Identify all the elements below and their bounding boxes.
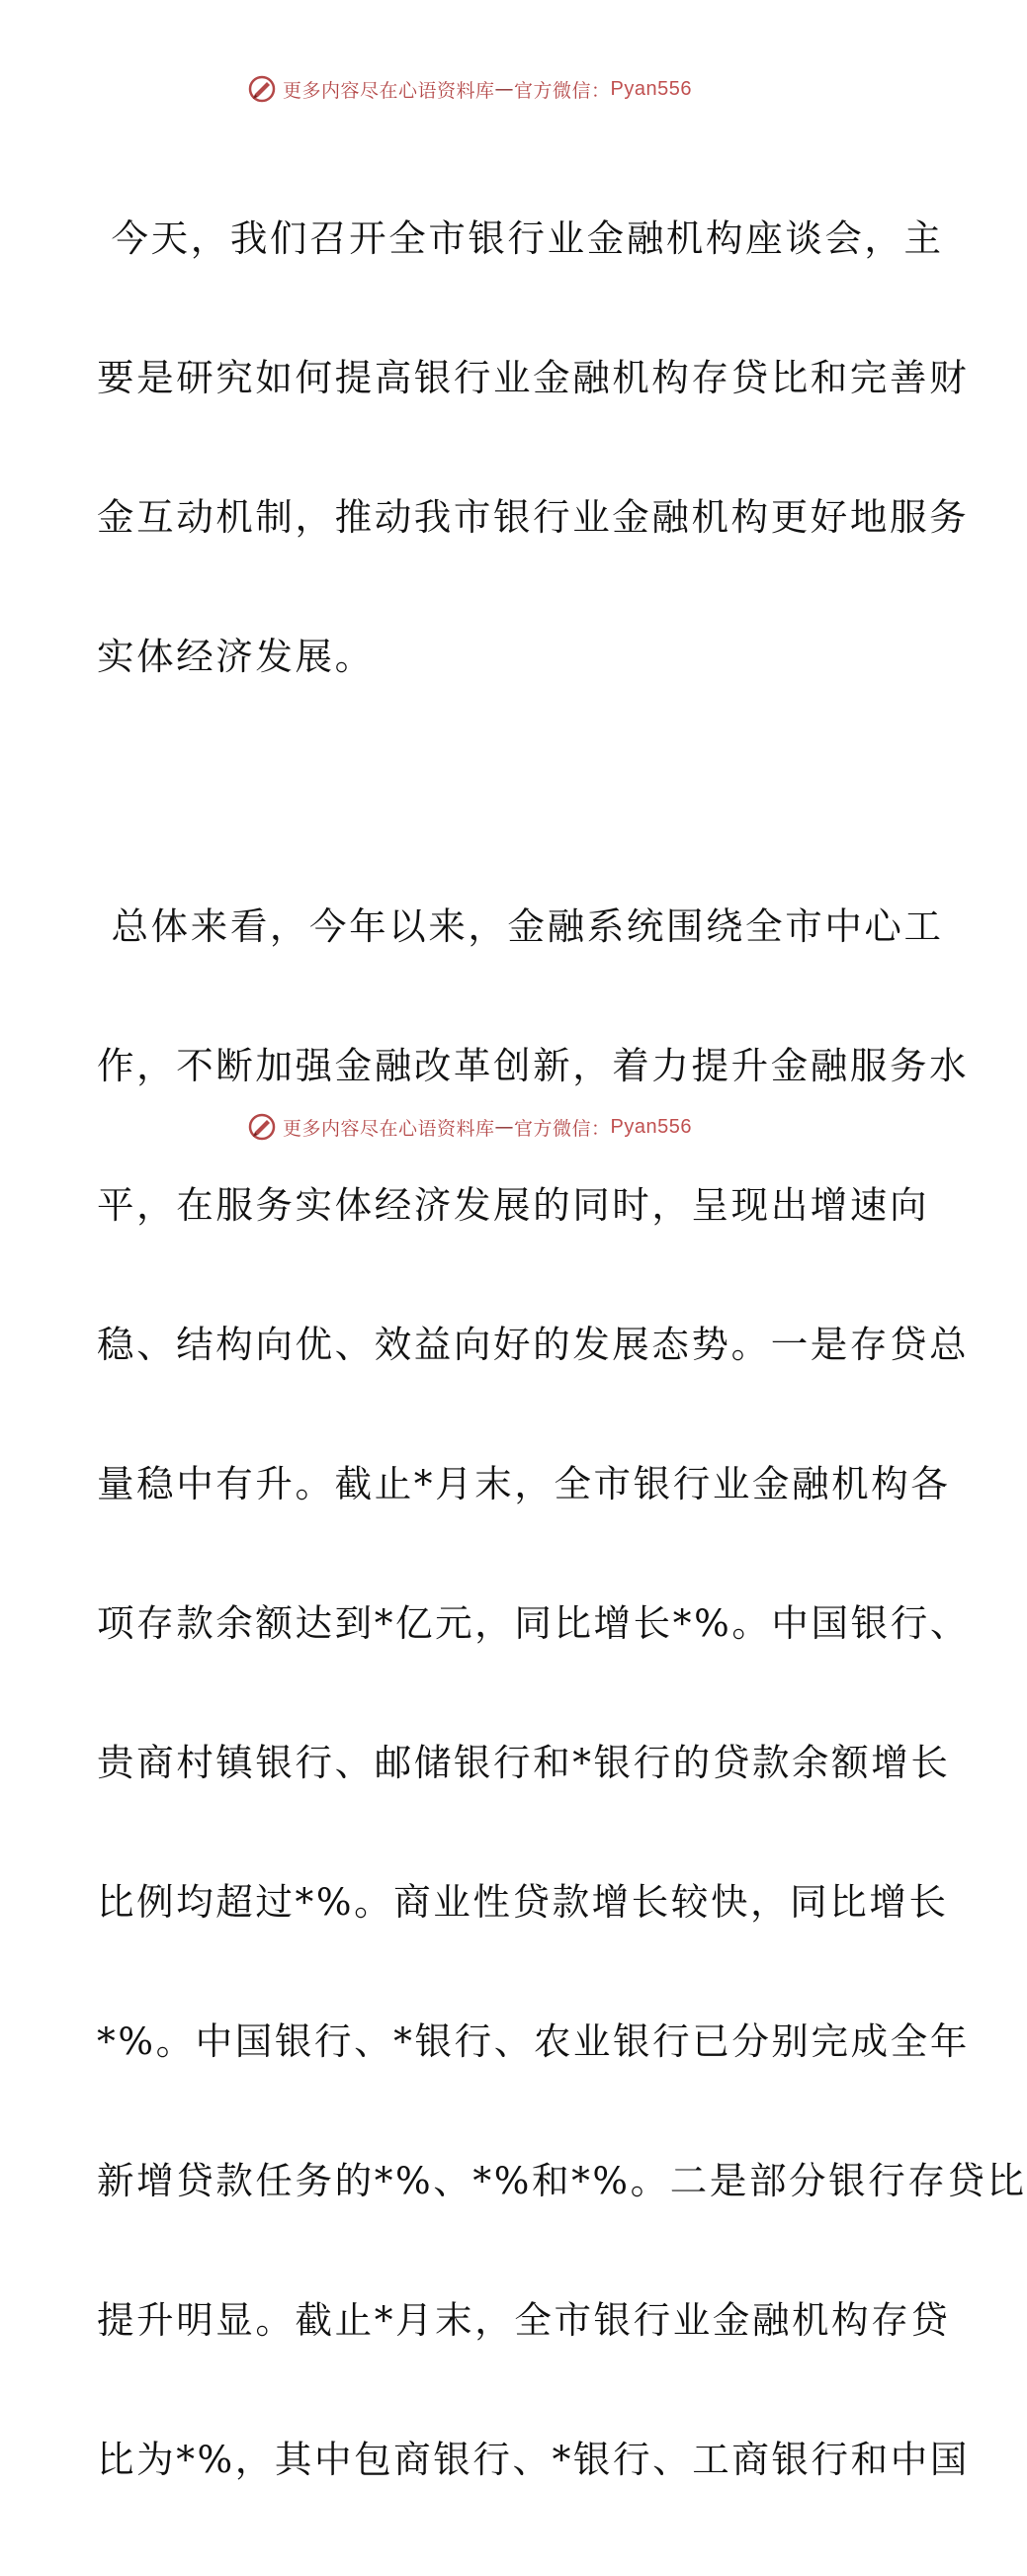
paragraph-2 bbox=[97, 811, 1027, 2576]
watermark-separator: — bbox=[494, 1116, 515, 1138]
text-line: 比为*%，其中包商银行、*银行、工商银行和中国 bbox=[97, 2438, 970, 2481]
watermark-label: 官方微信： bbox=[514, 79, 611, 102]
text-line: 量稳中有升。截止*月末，全市银行业金融机构各 bbox=[97, 1462, 951, 1505]
text-line: 作，不断加强金融改革创新，着力提升金融服务水 bbox=[97, 1044, 970, 1087]
text-line: 金互动机制，推动我市银行业金融机构更好地服务 bbox=[97, 495, 970, 539]
text-line: 平，在服务实体经济发展的同时，呈现出增速向 bbox=[97, 1183, 930, 1227]
text-line: *%。中国银行、*银行、农业银行已分别完成全年 bbox=[97, 2019, 970, 2063]
text-line: 实体经济发展。 bbox=[97, 635, 375, 678]
text-line: 新增贷款任务的*%、*%和*%。二是部分银行存贷比 bbox=[97, 2159, 1027, 2202]
watermark-separator: — bbox=[494, 78, 515, 100]
text-line: 今天，我们召开全市银行业金融机构座谈会，主 bbox=[97, 216, 944, 260]
text-line: 比例均超过*%。商业性贷款增长较快，同比增长 bbox=[97, 1880, 949, 1924]
watermark-label: 官方微信： bbox=[514, 1117, 611, 1140]
watermark-text: 更多内容尽在心语资料库 bbox=[283, 1117, 495, 1140]
header-watermark bbox=[0, 69, 939, 109]
pen-logo-icon bbox=[247, 74, 277, 104]
text-line: 项存款余额达到*亿元，同比增长*%。中国银行、 bbox=[97, 1601, 970, 1645]
document-body bbox=[97, 123, 1027, 2576]
footer-watermark bbox=[0, 1107, 939, 1147]
watermark-wechat-id: Pyan556 bbox=[610, 1115, 692, 1138]
watermark-wechat-id: Pyan556 bbox=[610, 77, 692, 100]
pen-logo-icon bbox=[247, 1112, 277, 1142]
text-line: 稳、结构向优、效益向好的发展态势。一是存贷总 bbox=[97, 1323, 970, 1366]
text-line: 提升明显。截止*月末，全市银行业金融机构存贷 bbox=[97, 2298, 951, 2342]
watermark-text: 更多内容尽在心语资料库 bbox=[283, 79, 495, 102]
text-line: 贵商村镇银行、邮储银行和*银行的贷款余额增长 bbox=[97, 1741, 951, 1784]
text-line: 总体来看，今年以来，金融系统围绕全市中心工 bbox=[97, 904, 944, 948]
text-line: 要是研究如何提高银行业金融机构存贷比和完善财 bbox=[97, 356, 970, 399]
paragraph-1 bbox=[97, 123, 970, 773]
